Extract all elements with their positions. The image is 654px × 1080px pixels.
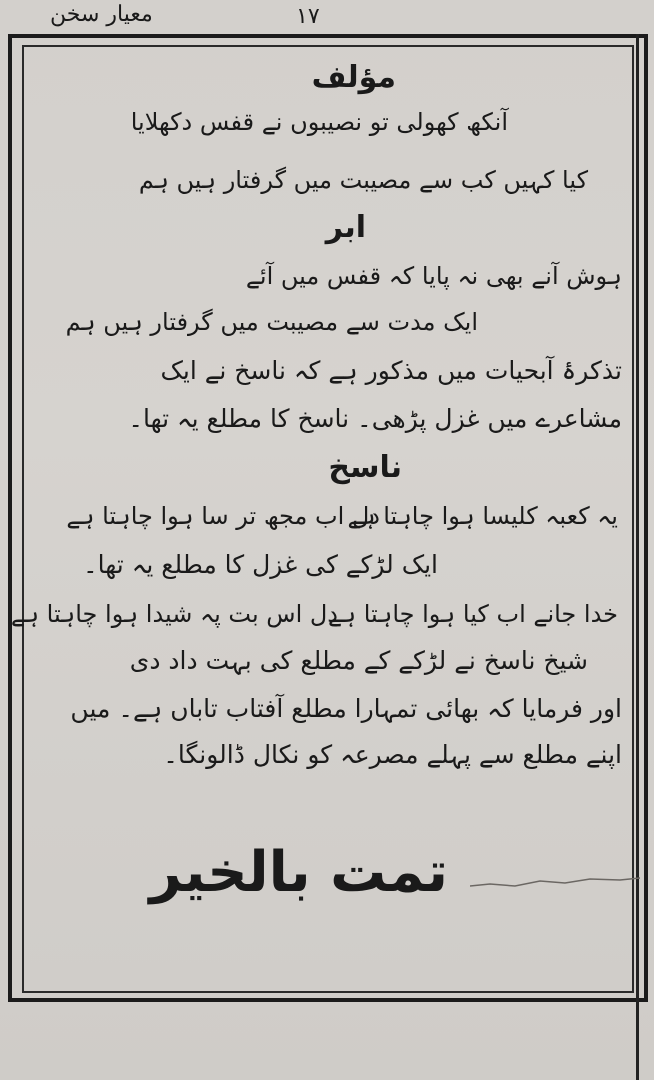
- heading-nasikh: ناسخ: [328, 450, 402, 485]
- abr-verse-1: ہوش آنے بھی نہ پایا کہ قفس میں آئے: [245, 262, 622, 290]
- abr-verse-2: ایک مدت سے مصیبت میں گرفتار ہیں ہم: [65, 308, 478, 336]
- nasikh-verse-first-hemistich: دل اب مجھ تر سا ہوا چاہتا ہے: [66, 502, 380, 530]
- nasikh-verse-second-hemistich: یہ کعبہ کلیسا ہوا چاہتا ہے: [347, 502, 618, 530]
- paragraph-3-line-3: اپنے مطلع سے پہلے مصرعہ کو نکال ڈالونگا۔: [163, 740, 622, 769]
- boy-verse-first-hemistich: دل اس بت پہ شیدا ہوا چاہتا ہے: [10, 600, 338, 628]
- paragraph-3-line-2: اور فرمایا کہ بھائی تمہارا مطلع آفتاب تاباں ہے۔ میں: [70, 694, 622, 723]
- paragraph-3-line-1: شیخ ناسخ نے لڑکے کے مطلع کی بہت داد دی: [129, 646, 588, 675]
- page-header: [0, 2, 654, 36]
- running-head: معیار سخن: [50, 2, 153, 27]
- heading-abr: ابر: [325, 210, 366, 245]
- right-margin-rule: [636, 34, 639, 1080]
- finis-colophon: تمت بالخیر: [149, 840, 448, 905]
- author-verse-2: کیا کہیں کب سے مصیبت میں گرفتار ہیں ہم: [138, 166, 588, 194]
- boy-verse-second-hemistich: خدا جانے اب کیا ہوا چاہتا ہے: [327, 600, 618, 628]
- page-content: [10, 50, 628, 980]
- author-verse-1: آنکھ کھولی تو نصیبوں نے قفس دکھلایا: [130, 108, 508, 136]
- paper-crack-mark: [470, 872, 640, 892]
- page-number: ۱۷: [296, 4, 320, 29]
- heading-author: مؤلف: [311, 60, 396, 95]
- paragraph-1-line-2: مشاعرے میں غزل پڑھی۔ ناسخ کا مطلع یہ تھا۔: [128, 404, 622, 433]
- paragraph-1-line-1: تذکرۂ آبحیات میں مذکور ہے کہ ناسخ نے ایک: [160, 356, 622, 385]
- paragraph-2-line-1: ایک لڑکے کی غزل کا مطلع یہ تھا۔: [83, 550, 438, 579]
